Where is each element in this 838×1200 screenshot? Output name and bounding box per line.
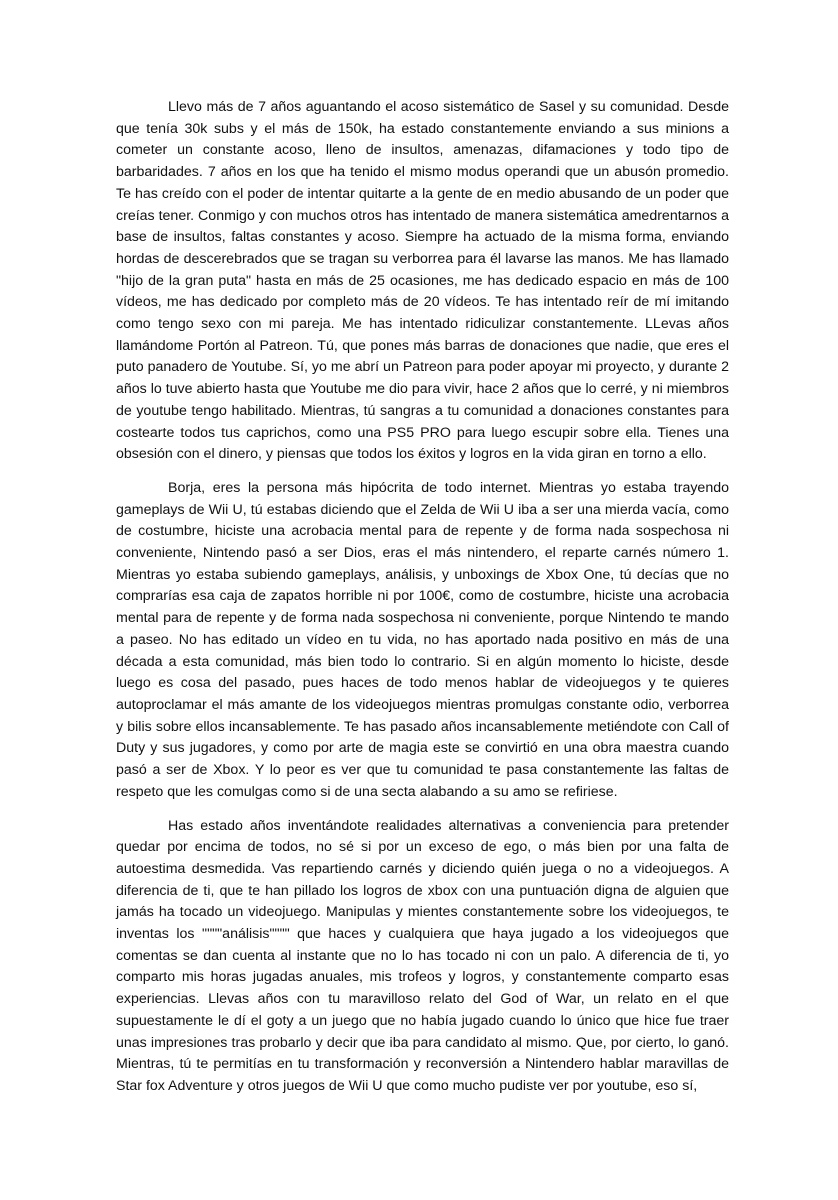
paragraph-2: Borja, eres la persona más hipócrita de todo internet. Mientras yo estaba trayendo gameplays de Wii U, tú estabas diciendo que el Zelda de Wii U iba a ser una mierda vacía, como de costumbre, hiciste una acrobacia mental para de repente y de forma nada sospechosa ni conveniente, Nintendo pasó a ser Dios, eras el más nintendero, el reparte carnés número 1. Mientras yo estaba subiendo gameplays, análisis, y unboxings de Xbox One, tú decías que no comprarías esa caja de zapatos horrible ni por 100€, como de costumbre, hiciste una acrobacia mental para de repente y de forma nada sospechosa ni conveniente, porque Nintendo te mando a paseo. No has editado un vídeo en tu vida, no has aportado nada positivo en más de una década a esta comunidad, más bien todo lo contrario. Si en algún momento lo hiciste, desde luego es cosa del pasado, pues haces de todo menos hablar de videojuegos y te quieres autoproclamar el más amante de los videojuegos mientras promulgas constante odio, verborrea y bilis sobre ellos incansablemente. Te has pasado años incansablemente metiéndote con Call of Duty y sus jugadores, y como por arte de magia este se convirtió en una obra maestra cuando pasó a ser de Xbox. Y lo peor es ver que tu comunidad te pasa constantemente las faltas de respeto que les comulgas como si de una secta alabando a su amo se refiriese.	[116, 479, 729, 800]
paragraph-1: Llevo más de 7 años aguantando el acoso sistemático de Sasel y su comunidad. Desde que tenía 30k subs y el más de 150k, ha estado constantemente enviando a sus minions a cometer un constante acoso, lleno de insultos, amenazas, difamaciones y todo tipo de barbaridades. 7 años en los que ha tenido el mismo modus operandi que un abusón promedio. Te has creído con el poder de intentar quitarte a la gente de en medio abusando de un poder que creías tener. Conmigo y con muchos otros has intentado de manera sistemática amedrentarnos a base de insultos, faltas constantes y acoso. Siempre ha actuado de la misma forma, enviando hordas de descerebrados que se tragan su verborrea para él lavarse las manos. Me has llamado "hijo de la gran puta" hasta en más de 25 ocasiones, me has dedicado espacio en más de 100 vídeos, me has dedicado por completo más de 20 vídeos. Te has intentado reír de mí imitando como tengo sexo con mi pareja. Me has intentado ridiculizar constantemente. LLevas años llamándome Portón al Patreon. Tú, que pones más barras de donaciones que nadie, que eres el puto panadero de Youtube. Sí, yo me abrí un Patreon para poder apoyar mi proyecto, y durante 2 años lo tuve abierto hasta que Youtube me dio para vivir, hace 2 años que lo cerré, y ni miembros de youtube tengo habilitado. Mientras, tú sangras a tu comunidad a donaciones constantes para costearte todos tus caprichos, como una PS5 PRO para luego escupir sobre ella. Tienes una obsesión con el dinero, y piensas que todos los éxitos y logros en la vida giran en torno a ello.	[116, 99, 729, 463]
document-body	[116, 97, 729, 1110]
paragraph-3: Has estado años inventándote realidades alternativas a conveniencia para pretender quedar por encima de todos, no sé si por un exceso de ego, o más bien por una falta de autoestima desmedida. Vas repartiendo carnés y diciendo quién juega o no a videojuegos. A diferencia de ti, que te han pillado los logros de xbox con una puntuación digna de alguien que jamás ha tocado un videojuego. Manipulas y mientes constantemente sobre los videojuegos, te inventas los """"análisis"""" que haces y cualquiera que haya jugado a los videojuegos que comentas se dan cuenta al instante que no lo has tocado ni con un palo. A diferencia de ti, yo comparto mis horas jugadas anuales, mis trofeos y logros, y constantemente comparto esas experiencias. Llevas años con tu maravilloso relato del God of War, un relato en el que supuestamente le dí el goty a un juego que no había jugado cuando lo único que hice fue traer unas impresiones tras probarlo y decir que iba para candidato al mismo. Que, por cierto, lo ganó. Mientras, tú te permitías en tu transformación y reconversión a Nintendero hablar maravillas de Star fox Adventure y otros juegos de Wii U que como mucho pudiste ver por youtube, eso sí,	[116, 817, 729, 1094]
